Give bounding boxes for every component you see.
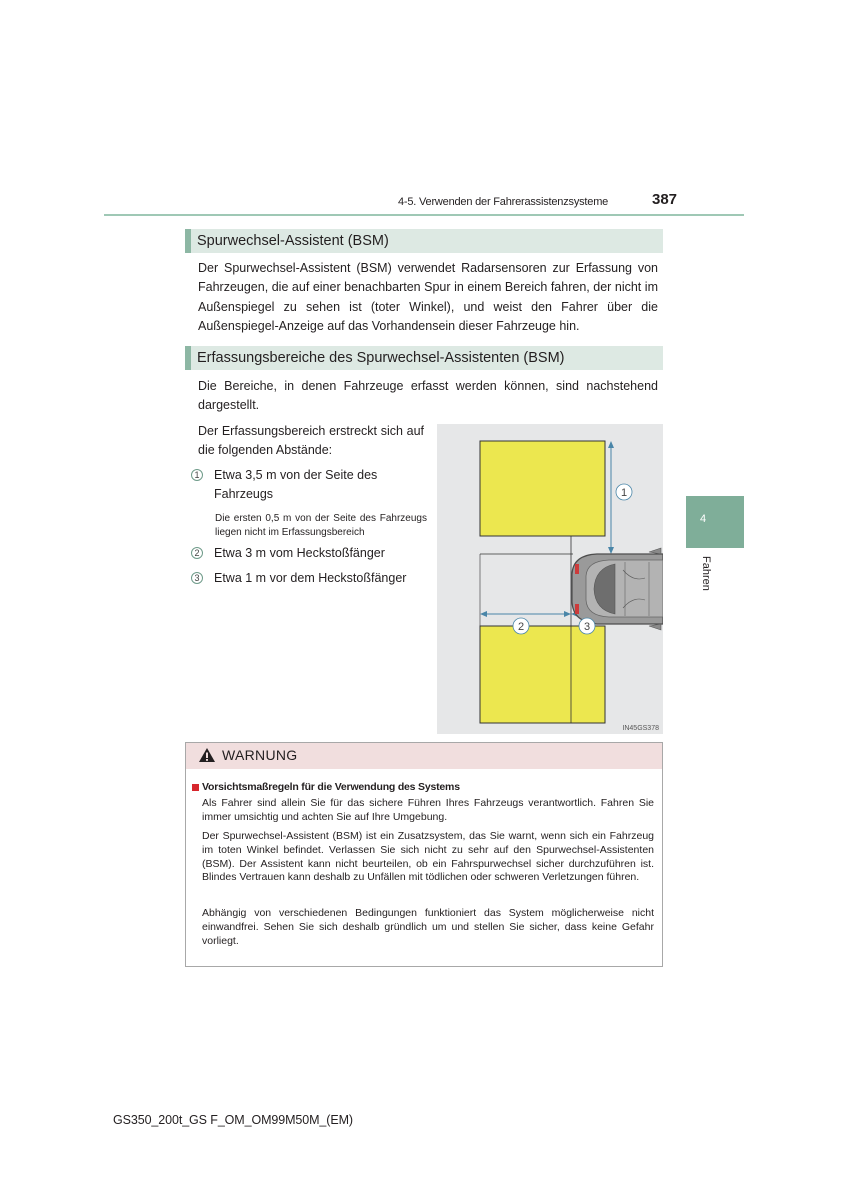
- car-icon: [572, 548, 663, 630]
- list-item-text: Etwa 3 m vom Heckstoßfänger: [214, 546, 385, 560]
- warning-triangle-icon: [198, 747, 216, 763]
- figure-code: IN45GS378: [622, 725, 659, 732]
- dim2-arrow-left: [480, 611, 487, 617]
- warning-paragraph: Als Fahrer sind allein Sie für das sichere Führen Ihres Fahrzeugs verantwortlich. Fahren Sie immer umsichtig und achten Sie auf Ihre Umgebung.: [202, 797, 654, 823]
- list-item-text: Etwa 3,5 m von der Seite des Fahrzeugs: [214, 468, 378, 502]
- chapter-tab-number: 4: [700, 513, 707, 525]
- detection-intro: Die Bereiche, in denen Fahrzeuge erfasst werden können, sind nachstehend dargestellt.: [198, 379, 658, 413]
- list-item-text: Etwa 1 m vor dem Heckstoßfänger: [214, 571, 407, 585]
- dim1-arrow-bottom: [608, 547, 614, 554]
- detection-area-figure: [437, 424, 663, 734]
- running-header: 4-5. Verwenden der Fahrerassistenzsysteme: [398, 196, 609, 208]
- callout-3: [579, 618, 595, 634]
- bsm-description: Der Spurwechsel-Assistent (BSM) verwendet Radarsensoren zur Erfassung von Fahrzeugen, die auf einer benachbarten Spur in einem Bereich fahren, der nicht im Außenspiegel zu sehen ist (toter Winkel), und weist den Fahrer über die Außenspiegel-Anzeige auf das Vorhandensein dieser Fahrzeuge hin.: [198, 261, 658, 334]
- detection-area-diagram: [437, 424, 663, 734]
- number-circle: 1: [191, 469, 203, 481]
- dim1-arrow-top: [608, 441, 614, 448]
- callout-1-label: 1: [620, 487, 628, 499]
- warning-paragraph: Der Spurwechsel-Assistent (BSM) ist ein Zusatzsystem, das Sie warnt, wenn sich ein Fahrzeug im toten Winkel befindet. Verlassen Sie sich nicht zu sehr auf den Spurwechsel-Assistenten (BSM). Der Assistent kann nicht beurteilen, ob ein Fahrspurwechsel sicher durchzuführen ist. Blindes Vertrauen kann deshalb zu Unfällen mit tödlichen oder schweren Verletzungen führen.: [202, 830, 654, 884]
- section-heading-bsm: Spurwechsel-Assistent (BSM): [185, 229, 663, 253]
- callout-2-label: 2: [517, 621, 525, 633]
- number-circle: 2: [191, 547, 203, 559]
- list-item-note: Die ersten 0,5 m von der Seite des Fahrzeugs liegen nicht im Erfassungsbereich: [215, 513, 427, 538]
- section-heading-detection-areas: Erfassungsbereiche des Spurwechsel-Assistenten (BSM): [185, 346, 663, 370]
- chapter-tab: [686, 496, 744, 548]
- detection-lead: Der Erfassungsbereich erstreckt sich auf die folgenden Abstände:: [198, 424, 424, 458]
- warning-paragraph: Abhängig von verschiedenen Bedingungen funktioniert das System möglicherweise nicht einwandfrei. Sehen Sie sich deshalb gründlich um und stellen Sie sicher, dass keine Gefahr vorliegt.: [202, 907, 654, 947]
- document-code-footer: GS350_200t_GS F_OM_OM99M50M_(EM): [113, 1113, 353, 1127]
- dim2-arrow-right: [564, 611, 571, 617]
- callout-3-label: 3: [583, 621, 591, 633]
- warning-subtitle: Vorsichtsmaßregeln für die Verwendung des Systems: [202, 781, 460, 793]
- page-number: 387: [652, 191, 678, 208]
- callout-1: [616, 484, 632, 500]
- header-rule: [104, 214, 744, 216]
- rear-detection-zone: [480, 626, 605, 723]
- number-circle: 3: [191, 572, 203, 584]
- warning-bullet-icon: [192, 784, 199, 791]
- front-detection-zone: [480, 441, 605, 536]
- warning-title: WARNUNG: [222, 747, 298, 763]
- callout-2: [513, 618, 529, 634]
- chapter-tab-label: Fahren: [700, 556, 712, 591]
